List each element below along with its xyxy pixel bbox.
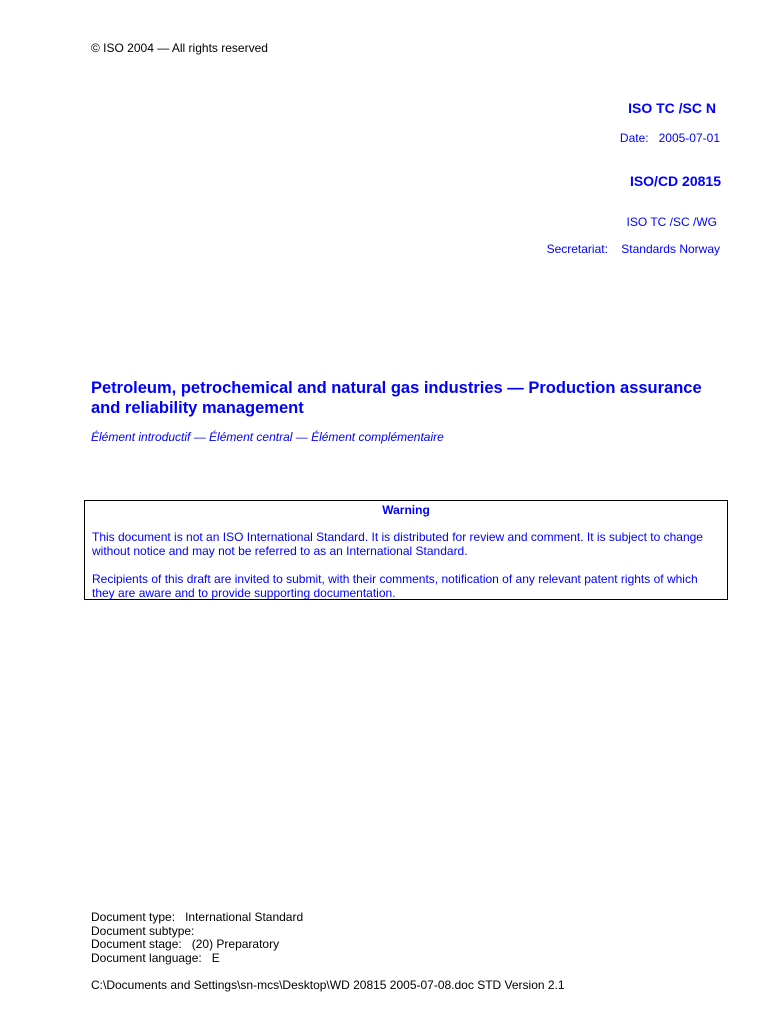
date-value: 2005-07-01	[658, 131, 720, 145]
document-language-label: Document language:	[91, 950, 202, 965]
document-type-row	[91, 911, 303, 925]
document-stage-label: Document stage:	[91, 937, 182, 951]
tc-number: ISO TC /SC N	[628, 100, 716, 116]
document-stage-row	[91, 938, 303, 952]
warning-box	[84, 500, 728, 600]
document-subtype-label: Document subtype:	[91, 923, 195, 938]
secretariat-value: Standards Norway	[621, 242, 720, 256]
document-subtitle: Élément introductif — Élément central — Élément complémentaire	[91, 430, 444, 444]
document-reference: ISO/CD 20815	[629, 173, 721, 189]
date-line	[620, 131, 720, 145]
secretariat-line	[547, 242, 720, 256]
document-language-row	[91, 952, 303, 966]
warning-paragraph-1: This document is not an ISO International Standard. It is distributed for review and comment. It is subject to change without notice and may not be referred to as an International Standard.	[92, 530, 703, 558]
date-label: Date:	[619, 131, 649, 145]
document-type-label: Document type:	[91, 910, 176, 924]
document-info	[91, 911, 303, 965]
file-path: C:\Documents and Settings\sn-mcs\Desktop\WD 20815 2005-07-08.doc STD Version 2.1	[91, 978, 565, 992]
document-type-value: International Standard	[185, 910, 304, 924]
document-language-value: E	[211, 950, 220, 965]
working-group: ISO TC /SC /WG	[626, 215, 717, 229]
warning-paragraph-2: Recipients of this draft are invited to submit, with their comments, notification of any relevant patent rights of which they are aware and to provide supporting documentation.	[92, 572, 698, 600]
document-title: Petroleum, petrochemical and natural gas industries — Production assurance and reliability management	[91, 379, 702, 417]
copyright-notice: © ISO 2004 — All rights reserved	[91, 41, 268, 55]
document-stage-value: (20) Preparatory	[191, 937, 280, 951]
document-subtype-row	[91, 925, 303, 939]
secretariat-label: Secretariat:	[546, 242, 608, 256]
warning-heading: Warning	[382, 503, 430, 517]
